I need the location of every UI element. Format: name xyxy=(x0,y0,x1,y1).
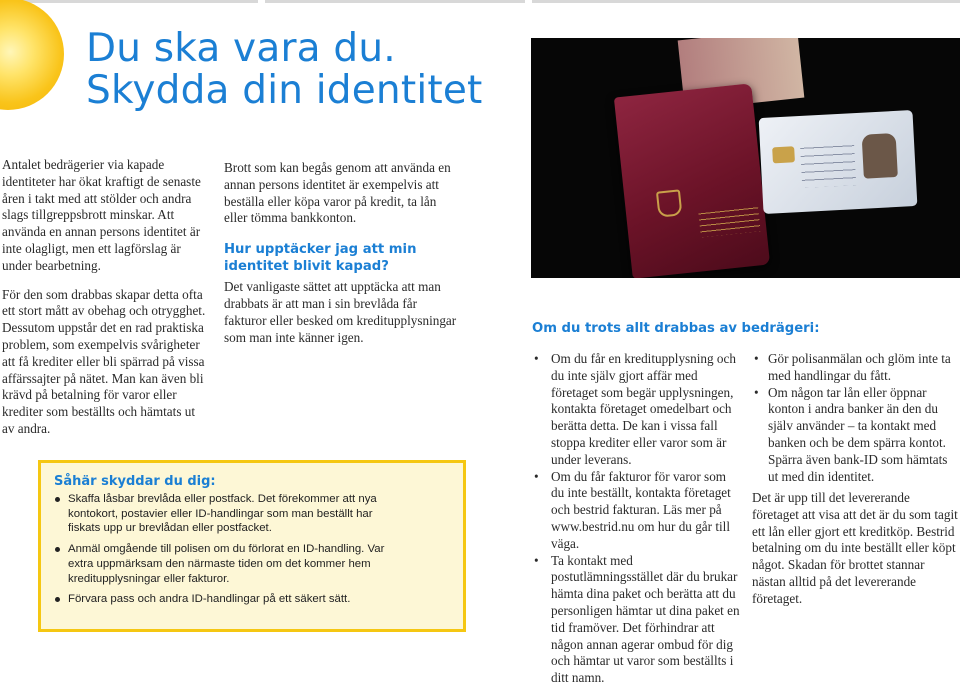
middle-paragraph: Det vanligaste sättet att upptäcka att man drabbats är att man i sin brevlåda får fakturor eller besked om kreditupplysningar som man inte känner igen. xyxy=(224,279,457,345)
passport-cover xyxy=(614,83,770,278)
section-subheading: Hur upptäcker jag att min identitet blivit kapad? xyxy=(224,242,417,275)
top-rule xyxy=(532,0,960,3)
title-line-1: Du ska vara du. xyxy=(86,26,396,71)
sun-graphic xyxy=(0,0,64,110)
intro-paragraph: Antalet bedrägerier via kapade identiteter har ökat kraftigt de senaste åren i takt med att stölder och andra slags tillgreppsbrott minskar. Att använda en annan persons identitet är inte olagligt, men ett lagförslag är under bearbetning. xyxy=(2,157,201,273)
passport-lettering xyxy=(698,205,760,237)
tips-list xyxy=(54,492,404,613)
fraud-section-title: Om du trots allt drabbas av bedrägeri: xyxy=(532,321,820,336)
title-line-2: Skydda din identitet xyxy=(86,68,483,113)
tips-box xyxy=(38,460,466,632)
chip-icon xyxy=(772,146,795,163)
list-item: • Gör polisanmälan och glöm inte ta med handlingar du fått. xyxy=(751,351,958,385)
top-rule xyxy=(265,0,525,3)
closing-paragraph: Det är upp till det levererande företaget att visa att det är du som tagit ett lån eller gjort ett kreditköp. Bestrid betalning om du inte beställt eller köpt något. Skadan för brottet stannar nästan alltid på det levererande företaget. xyxy=(752,490,958,606)
list-item: • Om du får fakturor för varor som du inte beställt, kontakta företaget och bestrid fakturan. Läs mer på www.bestrid.nu om hur du går till väga. xyxy=(531,469,741,553)
intro-paragraph: För den som drabbas skapar detta ofta ett stort mått av obehag och otrygghet. Dessutom uppstår det en rad praktiska problem, som exempelvis svårigheter att få krediter eller bli spärrad på vissa affärssajter på nätet. Man kan även bli krävd på betalning för varor eller krediter som beställts och hämtats ut av andra. xyxy=(2,286,206,436)
list-item: • Om du får en kreditupplysning och du inte själv gjort affär med företaget som begär upplysningen, kontakta företaget omedelbart och berätta detta. De kan i vissa fall stoppa krediter eller varor som är under leverans. xyxy=(531,351,741,469)
list-item: Förvara pass och andra ID-handlingar på ett säkert sätt. xyxy=(54,592,404,607)
page-title xyxy=(86,28,483,112)
list-item: Skaffa låsbar brevlåda eller postfack. Det förekommer att nya kontokort, postavier eller ID-handlingar som man beställt har fiskats upp ur brevlådan eller postfacket. xyxy=(54,492,404,536)
id-card xyxy=(759,110,918,214)
fraud-list-left xyxy=(531,351,741,687)
fraud-list-right xyxy=(751,351,958,485)
id-card-text xyxy=(800,141,856,188)
top-rule xyxy=(0,0,258,3)
middle-column xyxy=(224,160,462,346)
passport-photo xyxy=(531,38,960,278)
intro-column xyxy=(2,157,210,438)
list-item: Anmäl omgående till polisen om du förlorat en ID-handling. Var extra uppmärksam den närmaste tiden om det kommer hem kreditupplysningar eller fakturor. xyxy=(54,542,404,586)
list-item: • Om någon tar lån eller öppnar konton i andra banker än den du själv använder – ta kontakt med banken och be dem spärra kontot. Spärra även bank-ID som hämtats ut med din identitet. xyxy=(751,385,958,486)
crest-icon xyxy=(656,189,683,217)
id-card-portrait xyxy=(862,133,898,179)
tips-title: Såhär skyddar du dig: xyxy=(54,474,216,489)
list-item: • Ta kontakt med postutlämningsstället där du brukar hämta dina paket och berätta att du personligen hämtar ut dina paket en tid framöver. Det förhindrar att någon annan agerar ombud för dig och hämtar ut varor som beställts i ditt namn. xyxy=(531,553,741,687)
middle-paragraph: Brott som kan begås genom att använda en annan persons identitet är exempelvis att beställa eller köpa varor på kredit, ta lån eller tömma bankkonton. xyxy=(224,160,451,226)
